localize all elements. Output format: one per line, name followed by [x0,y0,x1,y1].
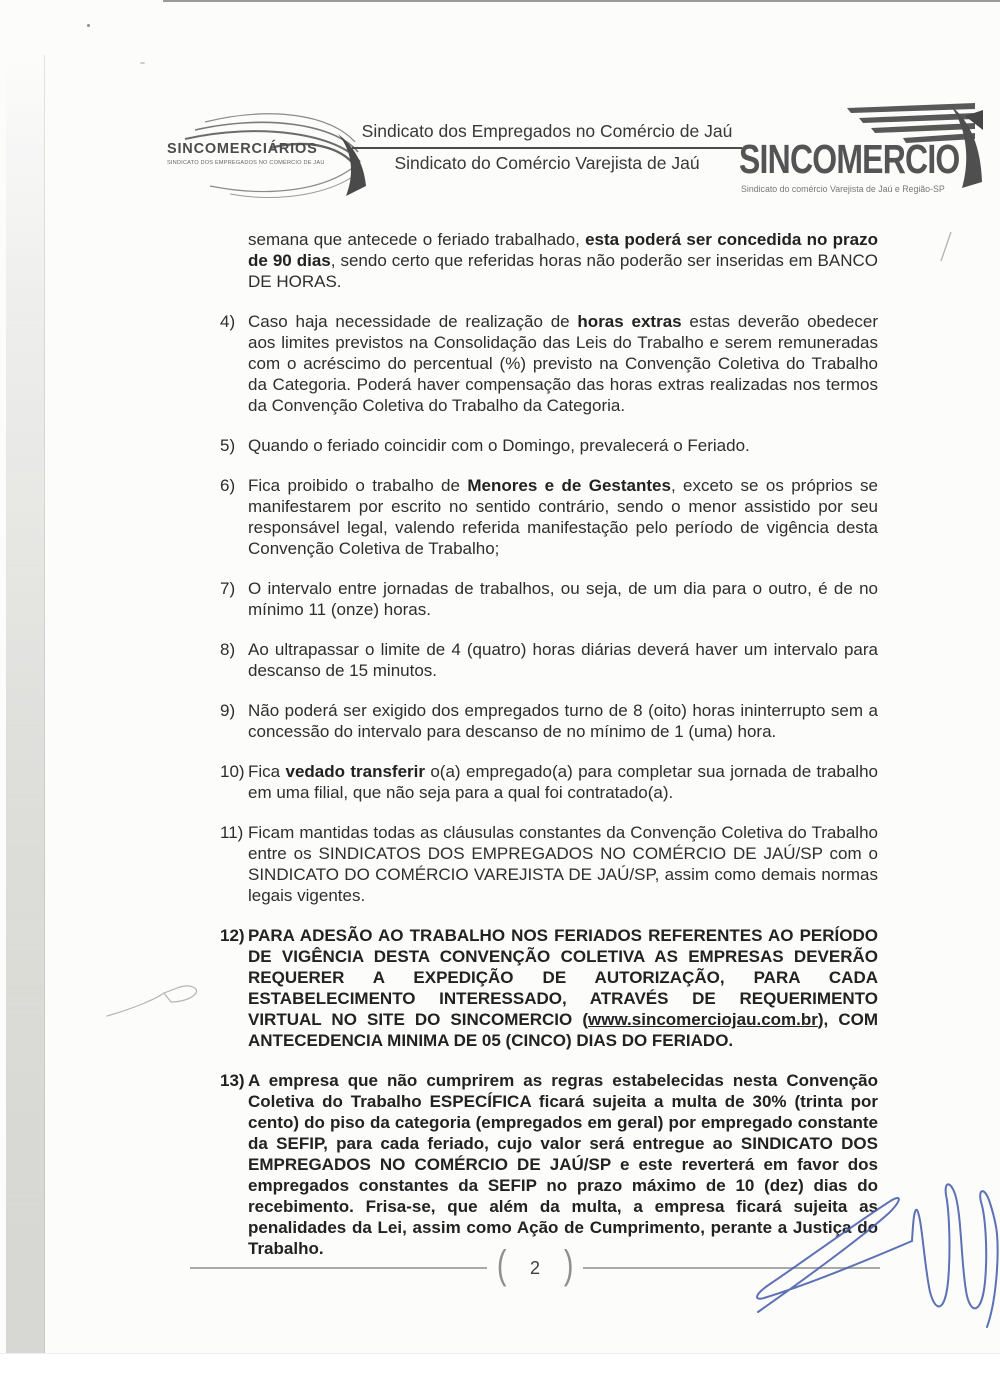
list-item-number: 11) [220,823,244,842]
text-segment: semana que antecede o feriado trabalhado, [248,230,586,249]
text-segment: estas deverão obedecer aos limites previstos na Consolidação das Leis do Trabalho e serem remuneradas com o acréscimo do percentual (%) previsto na Convenção Coletiva do Trabalho da Categoria. Poderá haver compensação das horas extras realizadas nos termos da Convenção Coletiva do Trabalho da Categoria. [248,312,878,415]
document-body [220,229,878,1278]
list-item-text [248,701,878,741]
page-number-bracket-right: ) [563,1243,574,1287]
header-titles [350,121,744,174]
list-item-11 [220,822,878,906]
list-item-9 [220,700,878,742]
list-item-text [248,476,878,558]
scan-speck [140,62,145,64]
scan-artifact-top-line [163,0,1000,2]
text-segment: Não poderá ser exigido dos empregados turno de 8 (oito) horas ininterrupto sem a concessão do intervalo para descanso de no mínimo de 1 (uma) hora. [248,701,878,741]
text-segment: O intervalo entre jornadas de trabalhos, ou seja, de um dia para o outro, é de no mínimo 11 (onze) horas. [248,579,878,619]
paragraph-continuation [220,229,878,292]
scan-edge-shadow [6,55,45,1353]
list-item-text [248,823,878,905]
header-title-line2: Sindicato do Comércio Varejista de Jaú [394,153,700,173]
list-item-number: 9) [220,701,236,720]
scan-speck [87,24,90,27]
text-segment: , sendo certo que referidas horas não poderão ser inseridas em BANCO DE HORAS. [248,251,878,291]
sincomercio-logo-icon [735,100,985,202]
list-item-7 [220,578,878,620]
text-segment: esta poderá ser concedida no prazo de 90 dias [248,230,878,270]
list-item-number: 13) [220,1071,245,1090]
url-text: www.sincomerciojau.com.br [588,1010,818,1029]
list-item-8 [220,639,878,681]
list-item-12 [220,925,878,1051]
text-segment: Caso haja necessidade de realização de [248,312,578,331]
footer-rule-left [190,1267,487,1269]
list-item-text [248,762,878,802]
text-segment: o(a) empregado(a) para completar sua jornada de trabalho em uma filial, que não seja para a qual foi contratado(a). [248,762,878,802]
list-item-number: 10) [220,762,245,781]
sincomercio-logo-tagline: Sindicato do comércio Varejista de Jaú e Região-SP [741,184,945,194]
text-segment: Fica [248,762,286,781]
list-item-4 [220,311,878,416]
sincomerciarios-logo-text: SINCOMERCIÁRIOS [167,141,318,157]
pencil-arrow-doodle-icon [100,978,210,1026]
text-segment: Quando o feriado coincidir com o Domingo, prevalecerá o Feriado. [248,436,750,455]
header-title-line1: Sindicato dos Empregados no Comércio de Jaú [361,121,733,141]
list-item-text [248,579,878,619]
text-segment: ), COM ANTECEDENCIA MINIMA DE 05 (CINCO) DIAS DO FERIADO. [248,1010,878,1050]
list-item-10 [220,761,878,803]
text-segment: PARA ADESÃO AO TRABALHO NOS FERIADOS REFERENTES AO PERÍODO DE VIGÊNCIA DESTA CONVENÇÃO COLETIVA AS EMPRESAS DEVERÃO REQUERER A EXPEDIÇÃO DE AUTORIZAÇÃO, PARA CADA ESTABELECIMENTO INTERESSADO, ATRAVÉS DE REQUERIMENTO VIRTUAL NO SITE DO SINCOMERCIO ( [248,926,878,1029]
text-segment: vedado transferir [285,762,425,781]
page-number: 2 [530,1257,541,1278]
text-segment: Fica proibido o trabalho de [248,476,468,495]
list-item-number: 5) [220,436,236,455]
list-item-number: 6) [220,476,236,495]
list-item-number: 8) [220,640,236,659]
list-item-6 [220,475,878,559]
list-item-text [248,640,878,680]
text-segment: , exceto se os próprios se manifestarem por escrito no sentido contrário, sendo o menor assistido por seu responsável legal, valendo referida manifestação pelo período de vigência desta Convenção Coletiva de Trabalho; [248,476,878,558]
list-item-number: 4) [220,312,236,331]
sincomercio-logo [735,100,985,202]
page-number-bracket-left: ( [496,1243,507,1287]
text-segment: Menores e de Gestantes [467,476,671,495]
handwritten-signature-icon [740,1162,1000,1352]
list-item-text [248,312,878,415]
list-item-text [248,926,878,1050]
list-item-text [248,436,750,455]
sincomercio-logo-text: SINCOMERCIO [739,136,960,182]
text-segment: horas extras [577,312,682,331]
scan-bottom-margin [0,1353,1000,1375]
list-item-5 [220,435,878,456]
text-segment: A empresa que não cumprirem as regras estabelecidas nesta Convenção Coletiva do Trabalho ESPECÍFICA ficará sujeita a multa de 30% (trinta por cento) do piso da categoria (empregados em geral) por empregado constante da SEFIP, para cada feriado, cujo valor será entregue ao SINDICATO DOS EMPREGADOS NO COMÉRCIO DE JAÚ/SP e este reverterá em favor dos empregados constantes da SEFIP no prazo máximo de 10 (dez) dias do recebimento. Frisa-se, que além da multa, a empresa ficará sujeita as penalidades da Lei, assim como Ação de Cumprimento, perante a Justiça do Trabalho. [248,1071,878,1258]
header-divider [352,147,742,149]
list-item-number: 12) [220,926,245,945]
sincomerciarios-logo-tagline: SINDICATO DOS EMPREGADOS NO COMÉRCIO DE JAU [167,160,325,166]
text-segment: Ao ultrapassar o limite de 4 (quatro) horas diárias deverá haver um intervalo para descanso de 15 minutos. [248,640,878,680]
list-item-text [248,230,878,291]
text-segment: Ficam mantidas todas as cláusulas constantes da Convenção Coletiva do Trabalho entre os SINDICATOS DOS EMPREGADOS NO COMÉRCIO DE JAÚ/SP com o SINDICATO DO COMÉRCIO VAREJISTA DE JAÚ/SP, assim como demais normas legais vigentes. [248,823,878,905]
list-item-number: 7) [220,579,236,598]
pencil-slash-mark-icon [936,230,956,264]
